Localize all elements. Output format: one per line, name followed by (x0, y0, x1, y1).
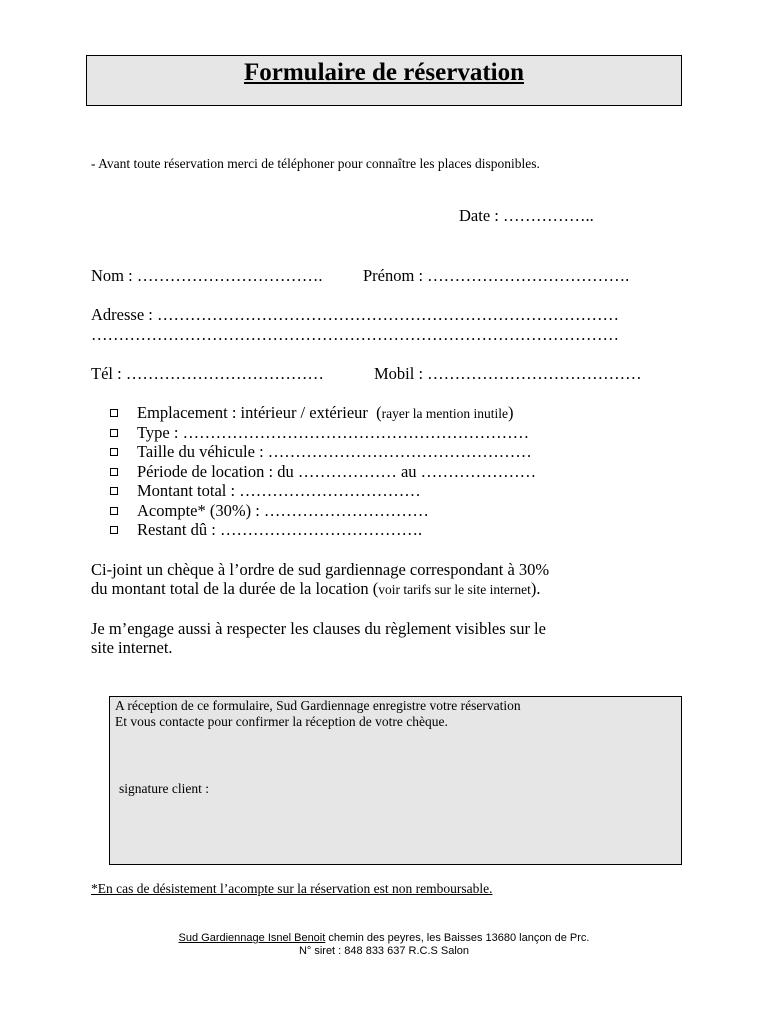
acompte-field[interactable]: Acompte* (30%) : ………………………… (137, 500, 429, 520)
nom-field[interactable]: Nom : ……………………………. (91, 266, 323, 285)
notice-line1: A réception de ce formulaire, Sud Gardiennage enregistre votre réservation (115, 698, 521, 713)
list-item (110, 462, 536, 482)
checkbox-bullet-icon (110, 429, 118, 437)
footer-company: Sud Gardiennage Isnel Benoit (178, 932, 326, 944)
adresse-field[interactable]: Adresse : ………………………………………………………………………… (91, 305, 619, 324)
footer-siret: N° siret : 848 833 637 R.C.S Salon (298, 945, 470, 957)
engage-text-line1: Je m’engage aussi à respecter les clauses du règlement visibles sur le (91, 619, 546, 638)
list-item (110, 501, 536, 521)
taille-field[interactable]: Taille du véhicule : ………………………………………… (137, 442, 532, 461)
periode-field[interactable]: Période de location : du ……………… au ………………… (137, 461, 537, 481)
prenom-field[interactable]: Prénom : ………………………………. (363, 266, 630, 285)
title-box (86, 55, 682, 106)
cheque-text-main: du montant total de la durée de la location ( (91, 579, 379, 598)
checkbox-bullet-icon (110, 507, 118, 515)
tel-field[interactable]: Tél : ……………………………… (91, 364, 324, 383)
list-item (110, 442, 536, 462)
footer-address-text: chemin des peyres, les Baisses 13680 lançon de Prc. (325, 932, 590, 944)
desistement-note: *En cas de désistement l’acompte sur la réservation est non remboursable. (91, 881, 493, 896)
date-field[interactable]: Date : …………….. (459, 206, 594, 225)
montant-field[interactable]: Montant total : …………………………… (137, 481, 421, 500)
intro-text: - Avant toute réservation merci de téléphoner pour connaître les places disponibles. (91, 156, 540, 171)
emplacement-note: rayer la mention inutile (381, 406, 508, 421)
restant-field[interactable]: Restant dû : ………………………………. (137, 520, 423, 539)
signature-field[interactable]: signature client : (119, 781, 209, 796)
cheque-text-line2 (91, 579, 541, 599)
checkbox-bullet-icon (110, 468, 118, 476)
notice-box (109, 696, 682, 865)
notice-line2: Et vous contacte pour confirmer la réception de votre chèque. (115, 714, 448, 729)
footer-address (0, 932, 768, 944)
engage-text-line2: site internet. (91, 638, 173, 657)
checkbox-bullet-icon (110, 448, 118, 456)
list-item (110, 520, 536, 540)
cheque-text-note: voir tarifs sur le site internet (378, 582, 531, 597)
cheque-text-end: ). (530, 579, 541, 598)
checkbox-bullet-icon (110, 409, 118, 417)
list-item (110, 423, 536, 443)
type-field[interactable]: Type : ……………………………………………………… (137, 422, 530, 442)
page-title: Formulaire de réservation (243, 59, 525, 86)
adresse-field-line2[interactable]: …………………………………………………………………………………… (91, 325, 619, 344)
checkbox-bullet-icon (110, 526, 118, 534)
mobil-field[interactable]: Mobil : ………………………………… (374, 364, 642, 383)
checkbox-bullet-icon (110, 487, 118, 495)
options-list (110, 403, 536, 540)
cheque-text-line1: Ci-joint un chèque à l’ordre de sud gardiennage correspondant à 30% (91, 560, 550, 579)
list-item: Emplacement : intérieur / extérieur (rayer la mention inutile) (110, 403, 536, 423)
emplacement-label[interactable]: Emplacement : intérieur / extérieur (137, 403, 368, 422)
list-item (110, 481, 536, 501)
